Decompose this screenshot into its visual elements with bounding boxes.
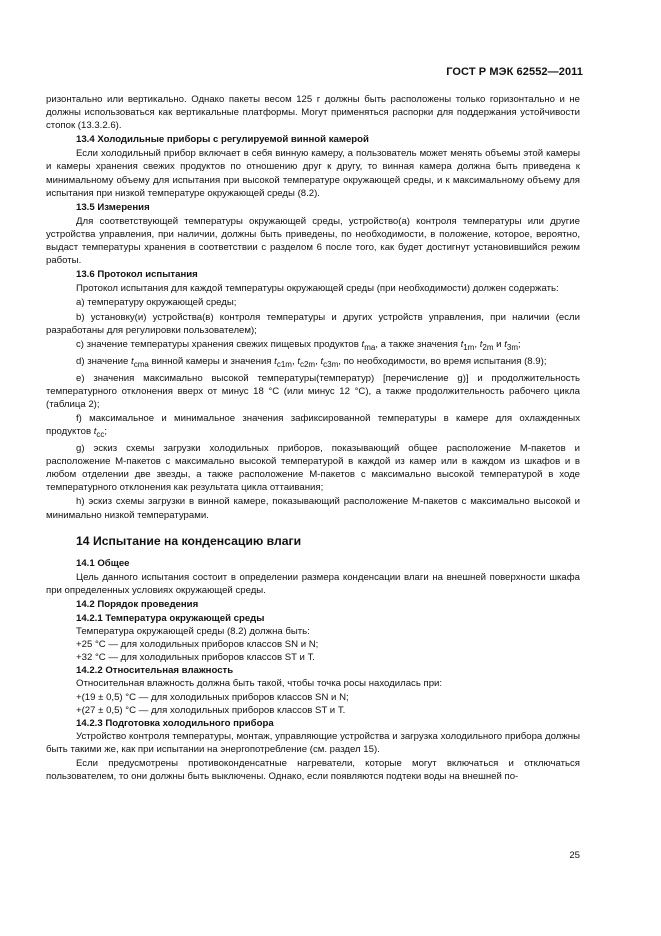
- page-number: 25: [569, 850, 580, 861]
- ambient-temp-line-2: +25 °С — для холодильных приборов классов SN и N;: [76, 639, 319, 651]
- preparation-paragraph-2: Если предусмотрены противоконденсатные нагреватели, которые могут включаться и отключаться пользователем, то они должны быть выключены. Однако, если появляются подтеки воды на внешней по-: [46, 758, 580, 783]
- preparation-paragraph-1: Устройство контроля температуры, монтаж, управляющие устройства и загрузка холодильного прибора должны быть такими же, как при испытании на энергопотребление (см. раздел 15).: [46, 730, 580, 755]
- section-13-5-text: Для соответствующей температуры окружающей среды, устройство(а) контроля температуры или другие устройства управления, при наличии, должны быть приведены, по необходимости, в положение, которое, вероятно, выдаст температуры хранения в соответствии с разделом 6 после того, как будет достигнут установившийся режим работы.: [46, 215, 580, 267]
- section-13-4-title: 13.4 Холодильные приборы с регулируемой винной камерой: [76, 134, 369, 146]
- section-14-2-2-title: 14.2.2 Относительная влажность: [76, 665, 234, 677]
- humidity-line-3: +(27 ± 0,5) °С — для холодильных приборов классов ST и Т.: [76, 704, 346, 716]
- list-item-a: a) температуру окружающей среды;: [76, 297, 237, 309]
- humidity-line-2: +(19 ± 0,5) °С — для холодильных приборов классов SN и N;: [76, 691, 349, 703]
- list-item-g: g) эскиз схемы загрузки холодильных приборов, показывающий общее расположение М-пакетов и расположение М-пакетов с максимально высокой температурой в каждой из камер или в каждом из шкафов и в любом отделении две звезды, а также расположение М-пакетов с максимально высокой температурой в ходе температурного отклонения как результата цикла оттаивания;: [46, 443, 580, 494]
- humidity-line-1: Относительная влажность должна быть такой, чтобы точка росы находилась при:: [76, 678, 443, 690]
- document-header: ГОСТ Р МЭК 62552—2011: [446, 66, 583, 78]
- intro-paragraph: ризонтально или вертикально. Однако пакеты весом 125 г должны быть расположены только горизонтально и не должны использоваться как вертикальные платформы. Могут применяться распорки для поддержания устойчивости стопок (13.3.2.6).: [46, 94, 580, 132]
- section-13-4-text: Если холодильный прибор включает в себя винную камеру, а пользователь может менять объемы этой камеры и камеры хранения свежих продуктов по отношению друг к другу, то винная камера должна быть приведена к минимальному объему для испытания при высокой температуре окружающей среды, и к максимальному объему для испытания при низкой температуре окружающей среды (8.2).: [46, 148, 580, 199]
- list-item-f: f) максимальное и минимальное значения зафиксированной температуры в камере для охлажденных продуктов $t_{cc}$;: [46, 412, 580, 439]
- section-14-1-title: 14.1 Общее: [76, 557, 130, 569]
- section-14-title: 14 Испытание на конденсацию влаги: [76, 533, 302, 548]
- ambient-temp-line-1: Температура окружающей среды (8.2) должна быть:: [76, 626, 310, 638]
- section-13-6-text: Протокол испытания для каждой температуры окружающей среды (при необходимости) должен содержать:: [76, 283, 559, 295]
- section-14-1-text: Цель данного испытания состоит в определении размера конденсации влаги на внешней поверхности шкафа при определенных условиях окружающей среды.: [46, 571, 580, 596]
- ambient-temp-line-3: +32 °С — для холодильных приборов классов ST и Т.: [76, 652, 315, 664]
- page-body: [46, 93, 580, 784]
- section-13-5-title: 13.5 Измерения: [76, 201, 150, 213]
- section-14-2-3-title: 14.2.3 Подготовка холодильного прибора: [76, 717, 274, 729]
- list-item-h: h) эскиз схемы загрузки в винной камере, показывающий расположение М-пакетов с максимально высокой и минимально низкой температурами.: [46, 496, 580, 521]
- section-14-2-1-title: 14.2.1 Температура окружающей среды: [76, 613, 265, 624]
- list-item-b: b) установку(и) устройства(в) контроля температуры и других устройств управления, при наличии (если разработаны для регулировки пользователем);: [46, 311, 580, 336]
- section-14-2-title: 14.2 Порядок проведения: [76, 598, 199, 610]
- list-item-d: d) значение $t_{cma}$ винной камеры и значения $t_{c1m}$, $t_{c2m}$, $t_{c3m}$, по необходимости, во время испытания (8.9);: [76, 355, 547, 369]
- list-item-c: c) значение температуры хранения свежих пищевых продуктов $t_{ma}$, а также значения $t_{1m}$, $t_{2m}$ и $t_{3m}$;: [76, 338, 521, 352]
- section-13-6-title: 13.6 Протокол испытания: [76, 269, 198, 281]
- list-item-e: e) значения максимально высокой температуры(температур) [перечисление g)] и продолжительность температурного отклонения вверх от минус 18 °С (или минус 12 °С), а также продолжительность рабочего цикла (таблица 2);: [46, 372, 580, 410]
